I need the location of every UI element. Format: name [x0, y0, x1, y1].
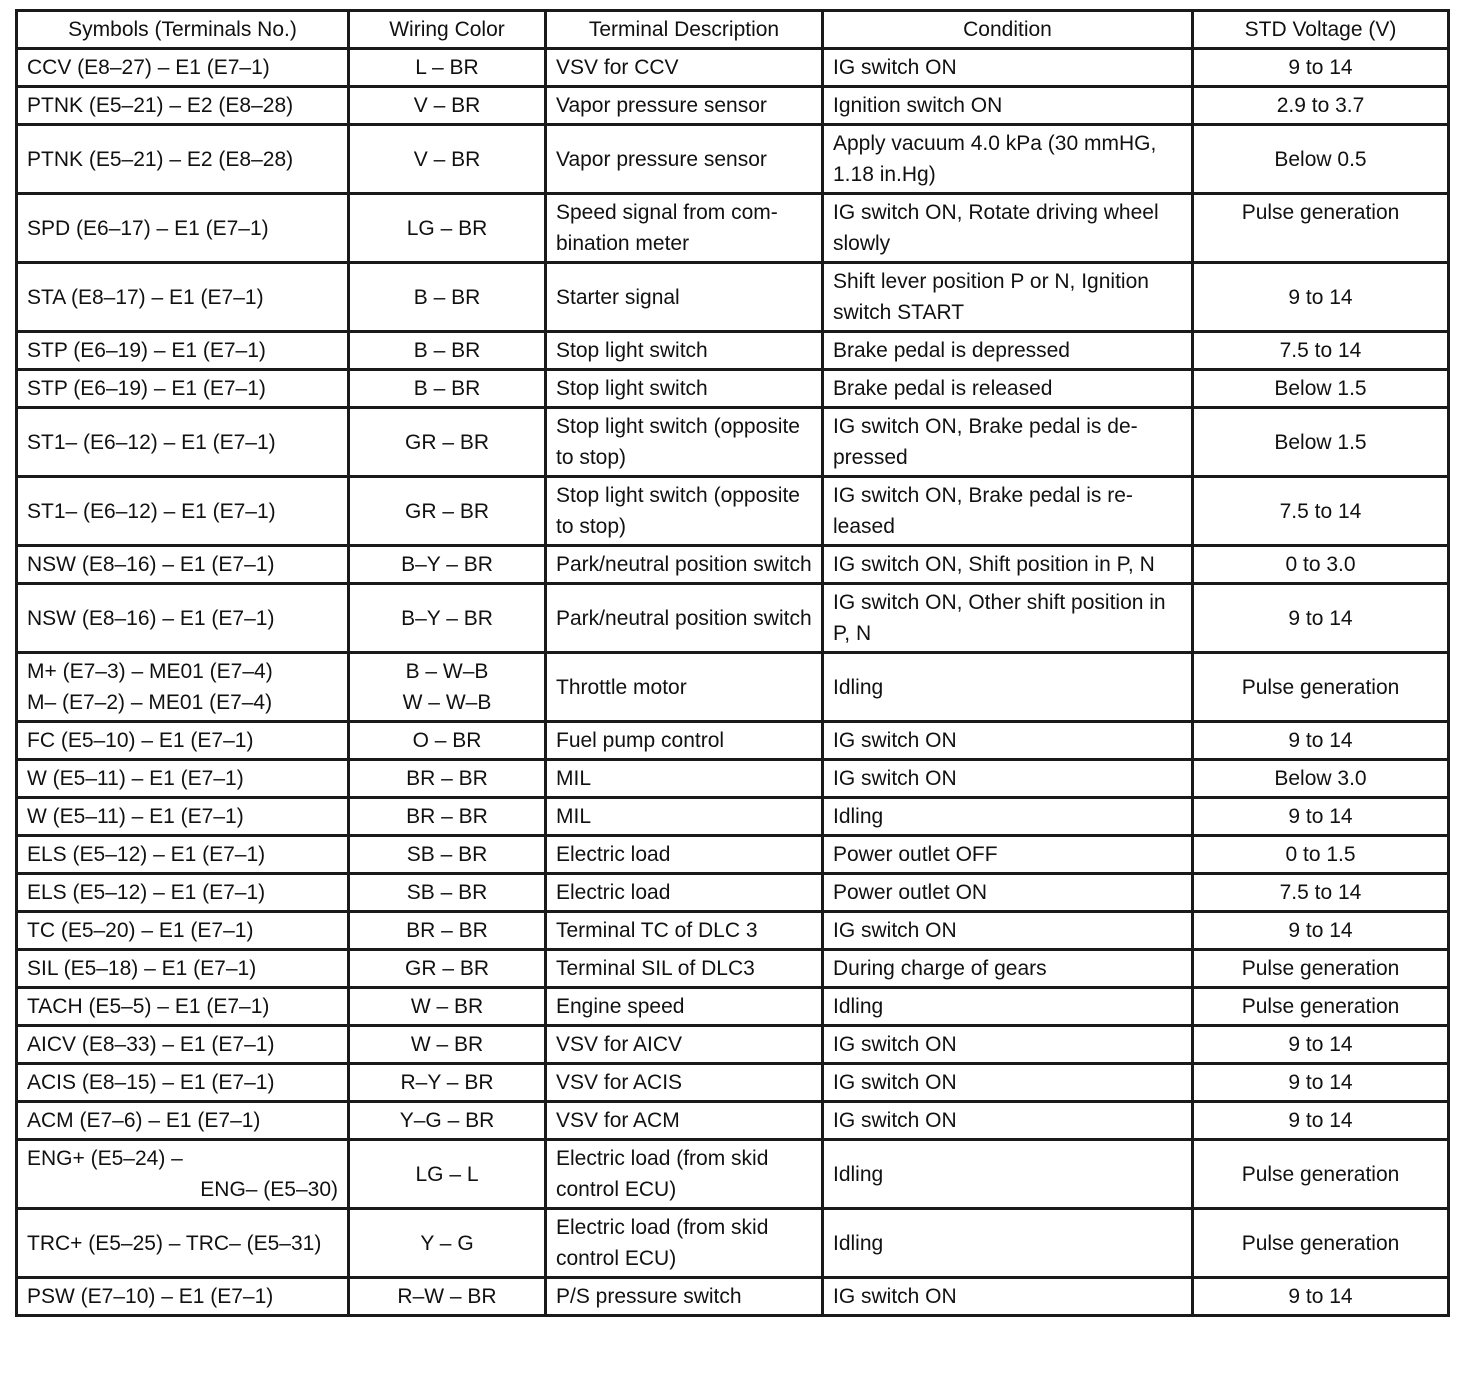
table-row — [17, 1064, 1449, 1102]
condition-cell: Brake pedal is depressed — [823, 332, 1193, 370]
std-voltage-cell: 9 to 14 — [1193, 722, 1449, 760]
symbol-cell: NSW (E8–16) – E1 (E7–1) — [17, 584, 349, 653]
description-cell: MIL — [546, 798, 823, 836]
wiring-color-cell: BR – BR — [349, 912, 546, 950]
wiring-color-cell: R–W – BR — [349, 1278, 546, 1316]
symbol-cell: PTNK (E5–21) – E2 (E8–28) — [17, 87, 349, 125]
condition-cell: IG switch ON, Other shift position in P, N — [823, 584, 1193, 653]
symbol-cell: STP (E6–19) – E1 (E7–1) — [17, 370, 349, 408]
symbol-line: ENG– (E5–30) — [200, 1178, 338, 1201]
table-body — [17, 49, 1449, 1316]
condition-cell: IG switch ON — [823, 1102, 1193, 1140]
std-voltage-cell: 9 to 14 — [1193, 263, 1449, 332]
wiring-color-cell: B – BR — [349, 263, 546, 332]
condition-cell: IG switch ON — [823, 1026, 1193, 1064]
description-cell: Terminal SIL of DLC3 — [546, 950, 823, 988]
header-row — [17, 11, 1449, 49]
wiring-color-cell: B – BR — [349, 370, 546, 408]
wiring-color-cell: SB – BR — [349, 874, 546, 912]
condition-cell: IG switch ON, Shift position in P, N — [823, 546, 1193, 584]
std-voltage-cell: 7.5 to 14 — [1193, 477, 1449, 546]
std-voltage-cell: 9 to 14 — [1193, 584, 1449, 653]
table-row — [17, 722, 1449, 760]
table-row — [17, 87, 1449, 125]
table-row — [17, 1026, 1449, 1064]
description-cell: MIL — [546, 760, 823, 798]
condition-cell: Idling — [823, 1140, 1193, 1209]
symbol-line: M+ (E7–3) – ME01 (E7–4) — [27, 660, 273, 683]
description-cell: Park/neutral position switch — [546, 584, 823, 653]
terminal-voltage-table — [15, 9, 1450, 1317]
table-row — [17, 798, 1449, 836]
symbol-cell: AICV (E8–33) – E1 (E7–1) — [17, 1026, 349, 1064]
description-cell: VSV for AICV — [546, 1026, 823, 1064]
description-cell: Electric load (from skid control ECU) — [546, 1209, 823, 1278]
symbol-line: ENG+ (E5–24) – — [27, 1147, 183, 1170]
symbol-cell: ACIS (E8–15) – E1 (E7–1) — [17, 1064, 349, 1102]
symbol-cell: PSW (E7–10) – E1 (E7–1) — [17, 1278, 349, 1316]
table-row — [17, 760, 1449, 798]
condition-cell: Idling — [823, 653, 1193, 722]
description-cell: Engine speed — [546, 988, 823, 1026]
table-row — [17, 653, 1449, 722]
condition-cell: IG switch ON — [823, 1278, 1193, 1316]
description-cell: P/S pressure switch — [546, 1278, 823, 1316]
std-voltage-cell: Pulse generation — [1193, 1140, 1449, 1209]
table-row — [17, 125, 1449, 194]
table-row — [17, 584, 1449, 653]
header-wiring-color: Wiring Color — [349, 11, 546, 49]
table-row — [17, 263, 1449, 332]
std-voltage-cell: 2.9 to 3.7 — [1193, 87, 1449, 125]
wiring-color-cell: B–Y – BR — [349, 584, 546, 653]
description-cell: Stop light switch (opposite to stop) — [546, 477, 823, 546]
description-cell: Vapor pressure sensor — [546, 125, 823, 194]
std-voltage-cell: Pulse generation — [1193, 653, 1449, 722]
std-voltage-cell: 9 to 14 — [1193, 1026, 1449, 1064]
condition-cell: Power outlet OFF — [823, 836, 1193, 874]
description-cell: Electric load — [546, 836, 823, 874]
condition-cell: Power outlet ON — [823, 874, 1193, 912]
std-voltage-cell: 7.5 to 14 — [1193, 874, 1449, 912]
wiring-color-cell: BR – BR — [349, 798, 546, 836]
std-voltage-cell: Below 3.0 — [1193, 760, 1449, 798]
table-row — [17, 49, 1449, 87]
std-voltage-cell: 9 to 14 — [1193, 798, 1449, 836]
description-cell: Stop light switch — [546, 370, 823, 408]
description-cell: VSV for CCV — [546, 49, 823, 87]
symbol-cell: PTNK (E5–21) – E2 (E8–28) — [17, 125, 349, 194]
description-cell: Terminal TC of DLC 3 — [546, 912, 823, 950]
symbol-cell: ACM (E7–6) – E1 (E7–1) — [17, 1102, 349, 1140]
description-cell: Park/neutral position switch — [546, 546, 823, 584]
wiring-color-cell: LG – L — [349, 1140, 546, 1209]
header-terminal-description: Terminal Description — [546, 11, 823, 49]
description-cell: Electric load — [546, 874, 823, 912]
description-cell: Fuel pump control — [546, 722, 823, 760]
std-voltage-cell: Pulse generation — [1193, 194, 1449, 263]
header-symbols: Symbols (Terminals No.) — [17, 11, 349, 49]
wiring-color-cell: V – BR — [349, 125, 546, 194]
wiring-color-cell: R–Y – BR — [349, 1064, 546, 1102]
std-voltage-cell: 0 to 1.5 — [1193, 836, 1449, 874]
condition-cell: IG switch ON, Brake pedal is re-leased — [823, 477, 1193, 546]
table-row — [17, 874, 1449, 912]
table-row — [17, 332, 1449, 370]
symbol-cell: STP (E6–19) – E1 (E7–1) — [17, 332, 349, 370]
symbol-cell: TRC+ (E5–25) – TRC– (E5–31) — [17, 1209, 349, 1278]
table-row — [17, 546, 1449, 584]
symbol-cell: W (E5–11) – E1 (E7–1) — [17, 760, 349, 798]
symbol-cell: STA (E8–17) – E1 (E7–1) — [17, 263, 349, 332]
table-row — [17, 1209, 1449, 1278]
std-voltage-cell: 0 to 3.0 — [1193, 546, 1449, 584]
condition-cell: IG switch ON, Brake pedal is de-pressed — [823, 408, 1193, 477]
wiring-line: W – W–B — [402, 691, 492, 714]
std-voltage-cell: 7.5 to 14 — [1193, 332, 1449, 370]
table-row — [17, 1278, 1449, 1316]
std-voltage-cell: 9 to 14 — [1193, 1278, 1449, 1316]
symbol-cell: ST1– (E6–12) – E1 (E7–1) — [17, 477, 349, 546]
std-voltage-cell: 9 to 14 — [1193, 1102, 1449, 1140]
symbol-cell: ST1– (E6–12) – E1 (E7–1) — [17, 408, 349, 477]
table-row — [17, 1140, 1449, 1209]
description-cell: Starter signal — [546, 263, 823, 332]
wiring-color-cell: Y–G – BR — [349, 1102, 546, 1140]
condition-cell: Apply vacuum 4.0 kPa (30 mmHG, 1.18 in.Hg) — [823, 125, 1193, 194]
wiring-color-cell: B – BR — [349, 332, 546, 370]
symbol-cell: ELS (E5–12) – E1 (E7–1) — [17, 874, 349, 912]
wiring-color-cell — [349, 653, 546, 722]
description-cell: VSV for ACM — [546, 1102, 823, 1140]
symbol-cell: TACH (E5–5) – E1 (E7–1) — [17, 988, 349, 1026]
symbol-cell: ELS (E5–12) – E1 (E7–1) — [17, 836, 349, 874]
symbol-cell — [17, 1140, 349, 1209]
std-voltage-cell: Below 1.5 — [1193, 370, 1449, 408]
wiring-color-cell: W – BR — [349, 1026, 546, 1064]
wiring-color-cell: BR – BR — [349, 760, 546, 798]
table-row — [17, 836, 1449, 874]
condition-cell: IG switch ON — [823, 912, 1193, 950]
symbol-cell: W (E5–11) – E1 (E7–1) — [17, 798, 349, 836]
condition-cell: Shift lever position P or N, Ignition switch START — [823, 263, 1193, 332]
wiring-color-cell: B–Y – BR — [349, 546, 546, 584]
condition-cell: IG switch ON — [823, 49, 1193, 87]
symbol-cell: SPD (E6–17) – E1 (E7–1) — [17, 194, 349, 263]
condition-cell: IG switch ON — [823, 760, 1193, 798]
symbol-cell — [17, 653, 349, 722]
table-row — [17, 1102, 1449, 1140]
condition-cell: IG switch ON — [823, 722, 1193, 760]
condition-cell: Idling — [823, 798, 1193, 836]
std-voltage-cell: Pulse generation — [1193, 1209, 1449, 1278]
wiring-color-cell: GR – BR — [349, 408, 546, 477]
description-cell: VSV for ACIS — [546, 1064, 823, 1102]
condition-cell: Idling — [823, 988, 1193, 1026]
std-voltage-cell: Below 0.5 — [1193, 125, 1449, 194]
table-row — [17, 950, 1449, 988]
wiring-color-cell: GR – BR — [349, 477, 546, 546]
symbol-cell: CCV (E8–27) – E1 (E7–1) — [17, 49, 349, 87]
wiring-color-cell: LG – BR — [349, 194, 546, 263]
table-row — [17, 408, 1449, 477]
table-header — [17, 11, 1449, 49]
wiring-color-cell: O – BR — [349, 722, 546, 760]
condition-cell: Ignition switch ON — [823, 87, 1193, 125]
std-voltage-cell: Pulse generation — [1193, 988, 1449, 1026]
condition-cell: IG switch ON, Rotate driving wheel slowly — [823, 194, 1193, 263]
condition-cell: During charge of gears — [823, 950, 1193, 988]
description-cell: Speed signal from com-bination meter — [546, 194, 823, 263]
std-voltage-cell: 9 to 14 — [1193, 1064, 1449, 1102]
description-cell: Throttle motor — [546, 653, 823, 722]
wiring-color-cell: Y – G — [349, 1209, 546, 1278]
wiring-color-cell: L – BR — [349, 49, 546, 87]
condition-cell: Brake pedal is released — [823, 370, 1193, 408]
description-cell: Electric load (from skid control ECU) — [546, 1140, 823, 1209]
std-voltage-cell: Below 1.5 — [1193, 408, 1449, 477]
symbol-cell: FC (E5–10) – E1 (E7–1) — [17, 722, 349, 760]
wiring-color-cell: V – BR — [349, 87, 546, 125]
wiring-color-cell: SB – BR — [349, 836, 546, 874]
table-row — [17, 370, 1449, 408]
header-std-voltage: STD Voltage (V) — [1193, 11, 1449, 49]
std-voltage-cell: 9 to 14 — [1193, 49, 1449, 87]
std-voltage-cell: Pulse generation — [1193, 950, 1449, 988]
symbol-cell: SIL (E5–18) – E1 (E7–1) — [17, 950, 349, 988]
header-condition: Condition — [823, 11, 1193, 49]
condition-cell: Idling — [823, 1209, 1193, 1278]
condition-cell: IG switch ON — [823, 1064, 1193, 1102]
table-row — [17, 477, 1449, 546]
wiring-color-cell: GR – BR — [349, 950, 546, 988]
symbol-line: M– (E7–2) – ME01 (E7–4) — [27, 691, 273, 714]
std-voltage-cell: 9 to 14 — [1193, 912, 1449, 950]
table-row — [17, 988, 1449, 1026]
wiring-color-cell: W – BR — [349, 988, 546, 1026]
symbol-cell: NSW (E8–16) – E1 (E7–1) — [17, 546, 349, 584]
description-cell: Stop light switch (opposite to stop) — [546, 408, 823, 477]
table-row — [17, 912, 1449, 950]
description-cell: Vapor pressure sensor — [546, 87, 823, 125]
description-cell: Stop light switch — [546, 332, 823, 370]
symbol-cell: TC (E5–20) – E1 (E7–1) — [17, 912, 349, 950]
table-row — [17, 194, 1449, 263]
wiring-line: B – W–B — [405, 660, 489, 683]
